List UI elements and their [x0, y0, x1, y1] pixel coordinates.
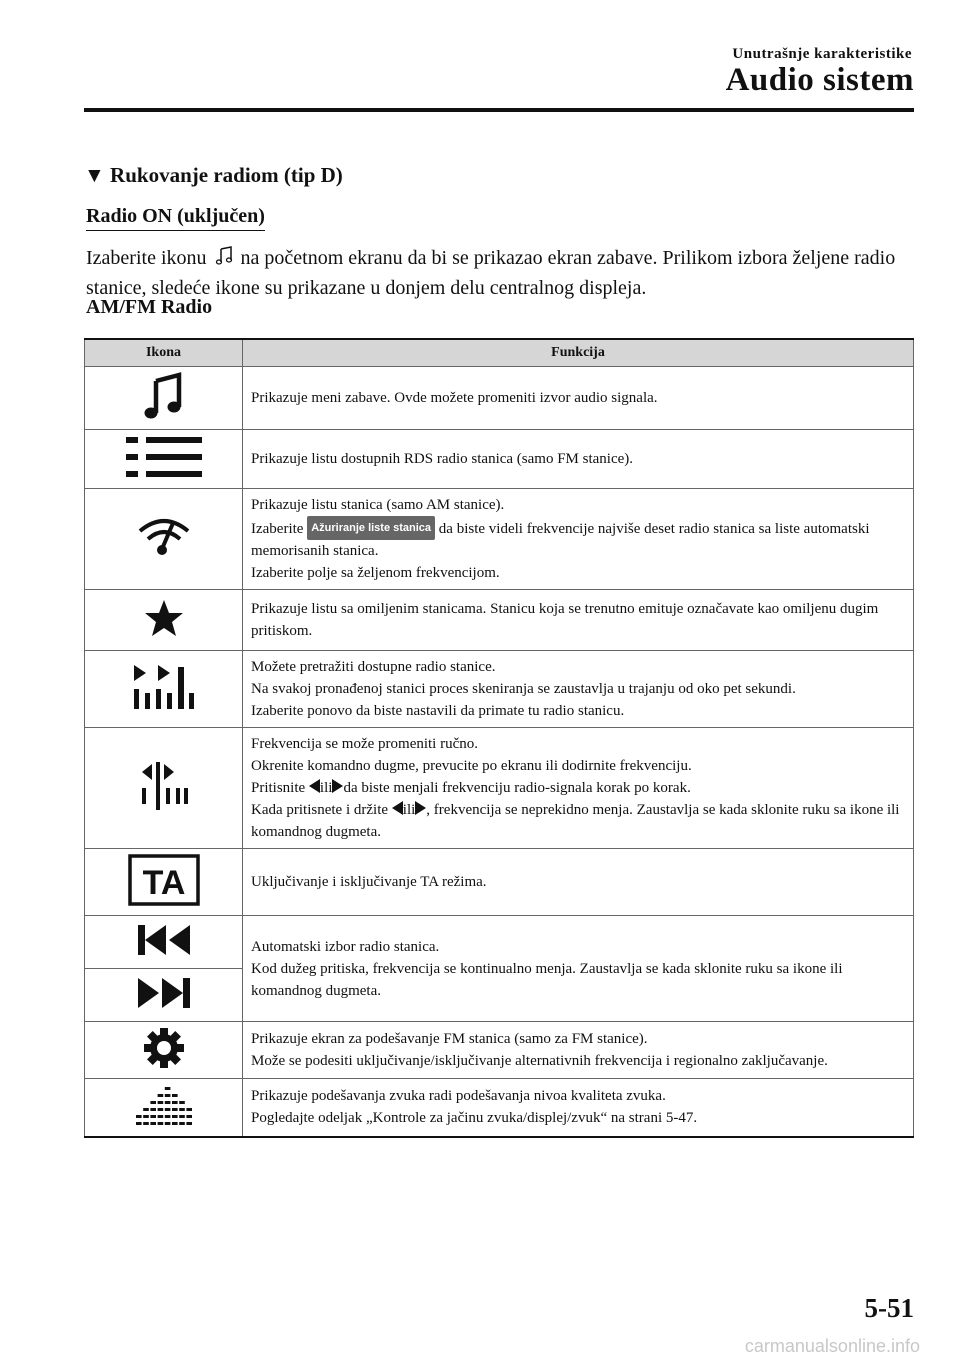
table-row: [85, 430, 914, 489]
icon-cell: [85, 969, 243, 1022]
function-line: Pogledajte odeljak „Kontrole za jačinu zvuka/displej/zvuk“ na strani 5-47.: [251, 1110, 698, 1127]
gear-icon: [143, 1027, 185, 1069]
icon-cell: [85, 430, 243, 489]
function-line: Izaberite polje sa željenom frekvencijom.: [251, 565, 500, 581]
equalizer-dash: [150, 1122, 156, 1125]
arrow-left-icon: [309, 779, 320, 793]
equalizer-dash: [179, 1122, 185, 1125]
equalizer-dash: [136, 1122, 142, 1125]
function-cell: [243, 728, 914, 849]
equalizer-dash: [157, 1108, 163, 1111]
equalizer-dash: [172, 1115, 178, 1118]
table-row: [85, 728, 914, 849]
function-line: Može se podesiti uključivanje/isključivanje alternativnih frekvencija i regionalno zaključavanje.: [251, 1053, 828, 1069]
function-line: Izaberite ponovo da biste nastavili da primate tu radio stanicu.: [251, 703, 625, 719]
function-cell: Uključivanje i isključivanje TA režima.: [243, 849, 914, 916]
page-number: 5-51: [864, 1293, 914, 1323]
equalizer-icon: [134, 1084, 194, 1126]
equalizer-dash: [157, 1115, 163, 1118]
function-line: Kod dužeg pritiska, frekvencija se kontinualno menja. Zaustavlja se kada sklonite ruku sa ikone ili komandnog dugmeta.: [251, 960, 843, 999]
chapter-label: Unutrašnje karakteristike: [732, 46, 912, 62]
function-cell: [243, 651, 914, 728]
amfm-heading: AM/FM Radio: [86, 296, 213, 318]
function-text: Kada pritisnete i držite: [251, 802, 392, 818]
table-row: [85, 1022, 914, 1079]
function-text: da biste menjali frekvenciju radio-signala korak po korak.: [343, 780, 691, 796]
watermark: carmanualsonline.info: [744, 1336, 920, 1356]
equalizer-dash: [164, 1087, 170, 1090]
arrow-right-icon: [415, 801, 426, 815]
seek-previous-icon: [136, 922, 192, 958]
function-text: da biste videli frekvencije najviše deset radio stanica sa liste automatski memorisanih stanica.: [251, 521, 870, 559]
arrow-right-icon: [332, 779, 343, 793]
equalizer-dash: [164, 1108, 170, 1111]
equalizer-dash: [179, 1115, 185, 1118]
icon-cell: [85, 1022, 243, 1079]
equalizer-dash: [157, 1122, 163, 1125]
function-cell: [243, 1079, 914, 1137]
star-icon: [144, 598, 184, 638]
equalizer-dash: [164, 1122, 170, 1125]
function-line: Automatski izbor radio stanica.: [251, 938, 440, 955]
equalizer-dash: [150, 1101, 156, 1104]
function-text: Pritisnite: [251, 780, 309, 796]
equalizer-dash: [172, 1101, 178, 1104]
equalizer-dash: [143, 1115, 149, 1118]
header-function: Funkcija: [243, 339, 914, 367]
equalizer-dash: [179, 1101, 185, 1104]
table-header-row: [85, 339, 914, 367]
icon-cell: [85, 728, 243, 849]
music-note-icon: [141, 371, 187, 421]
function-text: , frekvencija se neprekidno menja. Zaustavlja se kada sklonite ruku sa ikone ili komandnog dugmeta.: [251, 802, 900, 840]
equalizer-dash: [143, 1122, 149, 1125]
table-row: [85, 1079, 914, 1137]
equalizer-dash: [164, 1094, 170, 1097]
function-cell: [243, 1022, 914, 1079]
manual-tune-icon: [140, 760, 188, 812]
icon-cell: [85, 1079, 243, 1137]
table-row: [85, 916, 914, 969]
scan-icon: [132, 663, 196, 711]
function-line: [251, 516, 905, 562]
section-marker: ▼: [84, 163, 105, 187]
equalizer-dash: [164, 1101, 170, 1104]
intro-paragraph: [86, 243, 916, 303]
seek-next-icon: [136, 975, 192, 1011]
function-cell: [243, 916, 914, 1022]
equalizer-dash: [157, 1094, 163, 1097]
table-row: [85, 849, 914, 916]
function-line: Okrenite komandno dugme, prevucite po ekranu ili dodirnite frekvenciju.: [251, 758, 692, 774]
equalizer-dash: [186, 1122, 192, 1125]
equalizer-dash: [143, 1108, 149, 1111]
function-line: Prikazuje listu stanica (samo AM stanice).: [251, 497, 505, 513]
intro-text-start: Izaberite ikonu: [86, 247, 212, 269]
function-text: ili: [402, 802, 416, 818]
icon-function-table: [84, 338, 914, 1138]
function-line: [251, 777, 905, 799]
equalizer-dash: [150, 1108, 156, 1111]
section-title: Rukovanje radiom (tip D): [110, 163, 343, 187]
function-cell: Prikazuje meni zabave. Ovde možete promeniti izvor audio signala.: [243, 367, 914, 430]
equalizer-dash: [179, 1108, 185, 1111]
icon-cell: [85, 489, 243, 590]
function-line: Na svakoj pronađenoj stanici proces skeniranja se zaustavlja u trajanju od oko pet sekundi.: [251, 681, 796, 697]
function-line: [251, 799, 905, 843]
table-row: [85, 367, 914, 430]
antenna-icon: [135, 517, 193, 557]
equalizer-dash: [186, 1108, 192, 1111]
function-text: ili: [319, 780, 333, 796]
header-icon: Ikona: [85, 339, 243, 367]
function-cell: [243, 489, 914, 590]
equalizer-dash: [172, 1094, 178, 1097]
ta-icon-label: TA: [142, 863, 185, 902]
header-rule: [84, 108, 914, 112]
equalizer-dash: [186, 1115, 192, 1118]
ta-icon: [128, 854, 200, 906]
music-note-icon: [214, 246, 234, 266]
update-station-list-button: Ažuriranje liste stanica: [307, 516, 435, 540]
equalizer-dash: [157, 1101, 163, 1104]
icon-cell: [85, 590, 243, 651]
function-line: Možete pretražiti dostupne radio stanice.: [251, 659, 496, 675]
table-row: [85, 489, 914, 590]
arrow-left-icon: [392, 801, 403, 815]
function-text: Izaberite: [251, 521, 308, 537]
icon-cell: [85, 849, 243, 916]
table-row: [85, 651, 914, 728]
list-icon: [124, 434, 204, 480]
table-row: [85, 590, 914, 651]
equalizer-dash: [172, 1122, 178, 1125]
subsection-heading: Radio ON (uključen): [86, 205, 265, 231]
equalizer-dash: [150, 1115, 156, 1118]
equalizer-dash: [172, 1108, 178, 1111]
function-line: Prikazuje podešavanja zvuka radi podešavanja nivoa kvaliteta zvuka.: [251, 1088, 666, 1105]
function-line: Frekvencija se može promeniti ručno.: [251, 736, 479, 752]
equalizer-dash: [136, 1115, 142, 1118]
page-title: Audio sistem: [725, 62, 914, 98]
function-cell: Prikazuje listu sa omiljenim stanicama. Stanicu koja se trenutno emituje označavate kao omiljenu dugim pritiskom.: [243, 590, 914, 651]
section-heading: [84, 163, 343, 188]
icon-cell: [85, 651, 243, 728]
intro-text-end: na početnom ekranu da bi se prikazao ekran zabave. Prilikom izbora željene radio stanice, sledeće ikone su prikazane u donjem delu centralnog displeja.: [86, 247, 896, 299]
function-line: Prikazuje ekran za podešavanje FM stanica (samo za FM stanice).: [251, 1031, 648, 1047]
icon-cell: [85, 367, 243, 430]
icon-cell: [85, 916, 243, 969]
equalizer-dash: [164, 1115, 170, 1118]
function-cell: Prikazuje listu dostupnih RDS radio stanica (samo FM stanice).: [243, 430, 914, 489]
